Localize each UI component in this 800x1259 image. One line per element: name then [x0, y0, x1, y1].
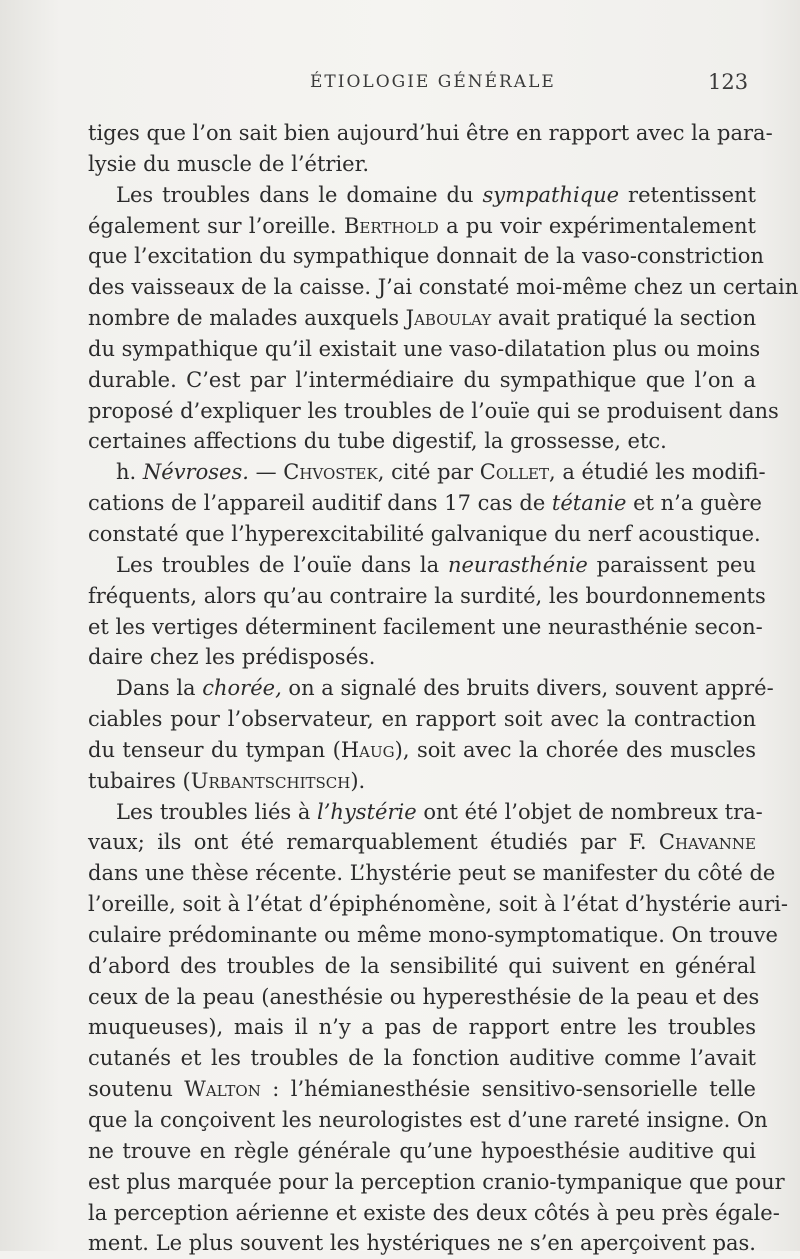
text-span: Les troubles liés à	[116, 799, 318, 824]
text-span: ceux de la peau (anesthésie ou hyperesthésie de la peau et des	[88, 984, 760, 1009]
text-span: ne trouve en règle générale qu’une hypoesthésie auditive qui	[88, 1138, 756, 1163]
text-span: durable. C’est par l’intermédiaire du sympathique que l’on a	[88, 367, 756, 392]
text-span: tiges que l’on sait bien aujourd’hui être en rapport avec la para-	[88, 121, 773, 145]
text-span: Dans la	[116, 676, 203, 701]
text-span: la perception aérienne et existe des deux côtés à peu près égale-	[88, 1200, 780, 1225]
text-span: on a signalé des bruits divers, souvent appré-	[281, 676, 774, 701]
text-span: ont été l’objet de nombreux tra-	[416, 799, 763, 824]
text-line	[88, 766, 756, 797]
text-line	[88, 797, 763, 828]
author-name: Haug	[340, 737, 395, 762]
text-span: proposé d’expliquer les troubles de l’ouïe qui se produisent dans	[88, 398, 779, 423]
text-line	[88, 1043, 756, 1074]
text-span: retentissent	[619, 182, 756, 207]
text-line	[88, 858, 776, 889]
text-span: ).	[350, 768, 366, 793]
text-line	[88, 149, 756, 180]
author-name: Chvostek	[283, 460, 378, 485]
text-span: certaines affections du tube digestif, la grossesse, etc.	[88, 429, 667, 454]
text-span: cutanés et les troubles de la fonction auditive comme l’avait	[88, 1046, 756, 1071]
text-span: —	[248, 460, 284, 485]
text-span: ciables pour l’observateur, en rapport soit avec la contraction	[88, 707, 756, 732]
text-span: que l’excitation du sympathique donnait de la vaso-constriction	[88, 244, 764, 269]
text-span: lysie du muscle de l’étrier.	[88, 151, 370, 176]
text-line	[88, 1105, 768, 1136]
author-name: Berthold	[343, 213, 439, 238]
text-line	[88, 581, 766, 612]
text-line	[88, 704, 756, 735]
text-span: ment. Le plus souvent les hystériques ne s’en aperçoivent pas.	[88, 1231, 756, 1256]
emphasis-term: Névroses.	[142, 460, 249, 485]
text-span: , a étudié les modifi-	[549, 460, 766, 485]
body-text	[88, 118, 799, 1259]
text-line	[88, 365, 756, 396]
text-line	[88, 951, 756, 982]
emphasis-term: sympathique	[482, 182, 620, 207]
text-span: muqueuses), mais il n’y a pas de rapport entre les troubles	[88, 1015, 756, 1040]
text-span: du sympathique qu’il existait une vaso-dilatation plus ou moins	[88, 336, 761, 361]
text-span: dans une thèse récente. L’hystérie peut se manifester du côté de	[88, 861, 776, 886]
text-span: constaté que l’hyperexcitabilité galvanique du nerf acoustique.	[88, 521, 761, 546]
author-name: Urbantschitsch	[190, 768, 351, 793]
author-name: Walton	[184, 1077, 261, 1102]
text-line	[88, 426, 756, 457]
text-span: : l’hémianesthésie sensitivo-sensorielle telle	[260, 1077, 756, 1102]
text-line	[88, 1198, 780, 1229]
text-line	[88, 1167, 785, 1198]
text-span: ), soit avec la chorée des muscles	[394, 737, 757, 762]
text-line	[88, 457, 766, 488]
text-line	[88, 612, 763, 643]
running-title: ÉTIOLOGIE GÉNÉRALE	[310, 72, 556, 92]
text-line	[88, 1136, 756, 1167]
text-span: fréquents, alors qu’au contraire la surdité, les bourdonnements	[88, 583, 766, 608]
text-span: Les troubles dans le domaine du	[116, 182, 483, 207]
text-line	[88, 272, 799, 303]
text-span: et n’a guère	[626, 491, 762, 516]
text-line	[88, 303, 756, 334]
text-line	[88, 642, 756, 673]
text-line	[88, 920, 778, 951]
text-span: d’abord des troubles de la sensibilité qui suivent en général	[88, 953, 756, 978]
text-line	[88, 519, 761, 550]
text-line	[88, 180, 756, 211]
text-line	[88, 241, 764, 272]
text-span: culaire prédominante ou même mono-symptomatique. On trouve	[88, 922, 778, 947]
text-line	[88, 673, 774, 704]
text-line	[88, 1012, 756, 1043]
text-line	[88, 889, 788, 920]
text-span: vaux; ils ont été remarquablement étudiés par F.	[88, 830, 659, 855]
text-span: que la conçoivent les neurologistes est d’une rareté insigne. On	[88, 1108, 768, 1132]
emphasis-term: neurasthénie	[447, 552, 588, 577]
text-line	[88, 827, 756, 858]
text-span: , cité par	[377, 460, 480, 485]
running-head	[0, 72, 800, 102]
text-line	[88, 396, 779, 427]
text-line	[88, 211, 756, 242]
text-span: soutenu	[88, 1077, 185, 1102]
text-line	[88, 550, 756, 581]
author-name: Chavanne	[658, 830, 756, 855]
text-line	[88, 488, 762, 519]
text-span: a pu voir expérimentalement	[438, 213, 756, 238]
text-span: des vaisseaux de la caisse. J’ai constaté moi-même chez un certain	[88, 275, 799, 300]
emphasis-term: chorée,	[202, 676, 282, 701]
text-line	[88, 735, 756, 766]
text-line	[88, 982, 760, 1013]
text-span: avait pratiqué la section	[491, 306, 757, 331]
text-line	[88, 334, 761, 365]
text-span: nombre de malades auxquels	[88, 306, 406, 331]
text-span: du tenseur du tympan (	[88, 737, 341, 762]
text-span: h.	[116, 460, 143, 485]
author-name: Collet	[479, 460, 550, 485]
page-number: 123	[708, 70, 749, 94]
text-span: également sur l’oreille.	[88, 213, 344, 238]
text-span: daire chez les prédisposés.	[88, 645, 376, 670]
text-span: cations de l’appareil auditif dans 17 cas de	[88, 491, 552, 516]
emphasis-term: tétanie	[551, 491, 627, 516]
text-span: Les troubles de l’ouïe dans la	[116, 552, 448, 577]
text-span: paraissent peu	[587, 552, 756, 577]
text-line	[88, 1228, 756, 1259]
emphasis-term: l’hystérie	[317, 799, 417, 824]
text-line	[88, 1074, 756, 1105]
author-name: Jaboulay	[405, 306, 492, 331]
text-span: est plus marquée pour la perception cranio-tympanique que pour	[88, 1169, 785, 1194]
text-span: et les vertiges déterminent facilement une neurasthénie secon-	[88, 614, 763, 639]
text-line	[88, 118, 773, 149]
text-span: tubaires (	[88, 768, 191, 793]
text-span: l’oreille, soit à l’état d’épiphénomène, soit à l’état d’hystérie auri-	[88, 892, 788, 917]
